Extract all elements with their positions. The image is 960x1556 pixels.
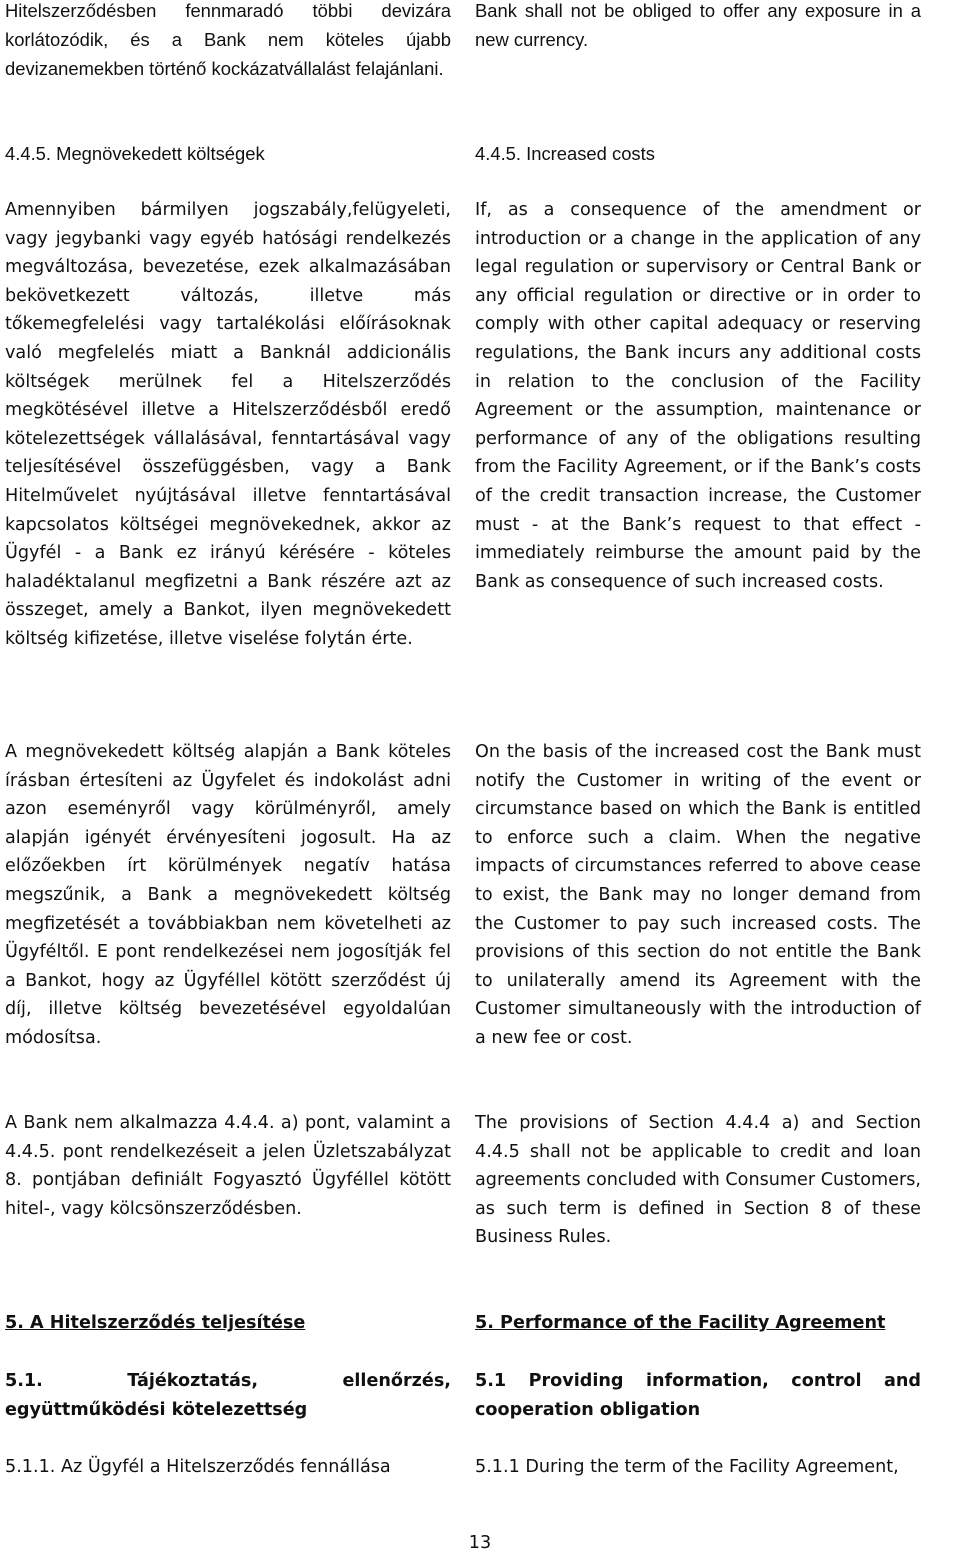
left-heading-445-text: 4.4.5. Megnövekedett költségek — [5, 143, 265, 164]
left-section-5-text: 5. A Hitelszerződés teljesítése — [5, 1313, 306, 1333]
right-section-5-text: 5. Performance of the Facility Agreement — [475, 1313, 886, 1333]
left-section-5-heading — [5, 1309, 451, 1338]
right-paragraph-1 — [475, 196, 921, 596]
right-paragraph-3-text: The provisions of Section 4.4.4 a) and Section 4.4.5 shall not be applicable to credit and loan agreements concluded with Consumer Customers, as such term is defined in Section 8 of these Business Rules. — [475, 1113, 921, 1248]
right-paragraph-3 — [475, 1109, 921, 1252]
left-paragraph-1 — [5, 196, 451, 654]
left-intro-text: Hitelszerződésben fennmaradó többi devizára korlátozódik, és a Bank nem köteles újabb devizanemekben történő kockázatvállalást felajánlani. — [5, 0, 451, 79]
right-section-5-1-text: 5.1 Providing information, control and cooperation obligation — [475, 1371, 921, 1420]
left-section-5-1-heading — [5, 1367, 451, 1424]
left-section-5-1-1 — [5, 1453, 451, 1482]
left-paragraph-1-text: Amennyiben bármilyen jogszabály,felügyeleti, vagy jegybanki vagy egyéb hatósági rendelkezés megváltozása, bevezetése, ezek alkalmazásában bekövetkezett változás, illetve más tőkemegfelelési vagy tartalékolási előírásoknak való megfelelés miatt a Banknál addicionális költségek merülnek fel a Hitelszerződés megkötésével illetve a Hitelszerződésből eredő kötelezettségek vállalásával, fenntartásával vagy teljesítésével összefüggésben, vagy a Bank Hitelművelet nyújtásával illetve fenntartásával kapcsolatos költségei megnövekednek, akkor az Ügyfél - a Bank ez irányú kérésére - köteles haladéktalanul megfizetni a Bank részére azt az összeget, amely a Bankot, ilyen megnövekedett költség kifizetése, illetve viselése folytán érte. — [5, 200, 451, 649]
right-section-5-heading — [475, 1309, 921, 1338]
left-section-5-1-text: 5.1. Tájékoztatás, ellenőrzés, együttműködési kötelezettség — [5, 1371, 451, 1420]
right-intro-paragraph — [475, 0, 921, 54]
right-paragraph-2-text: On the basis of the increased cost the Bank must notify the Customer in writing of the event or circumstance based on which the Bank is entitled to enforce such a claim. When the negative impacts of circumstances referred to above cease to exist, the Bank may no longer demand from the Customer to pay such increased costs. The provisions of this section do not entitle the Bank to unilaterally amend its Agreement with the Customer simultaneously with the introduction of a new fee or cost. — [475, 742, 921, 1048]
page-number: 13 — [468, 1533, 492, 1553]
right-section-5-1-1 — [475, 1453, 921, 1482]
right-heading-445 — [475, 139, 921, 168]
left-paragraph-3 — [5, 1109, 451, 1223]
right-section-5-1-heading — [475, 1367, 921, 1424]
right-paragraph-2 — [475, 738, 921, 1053]
right-paragraph-1-text: If, as a consequence of the amendment or introduction or a change in the application of any legal regulation or supervisory or Central Bank or any official regulation or directive or in order to comply with other capital adequacy or reserving regulations, the Bank incurs any additional costs in relation to the conclusion of the Facility Agreement or the assumption, maintenance or performance of any of the obligations resulting from the Facility Agreement, or if the Bank’s costs of the credit transaction increase, the Customer must - at the Bank’s request to that effect - immediately reimburse the amount paid by the Bank as consequence of such increased costs. — [475, 200, 921, 592]
left-intro-paragraph — [5, 0, 451, 83]
left-heading-445 — [5, 139, 451, 168]
right-heading-445-text: 4.4.5. Increased costs — [475, 143, 655, 164]
left-paragraph-2 — [5, 738, 451, 1053]
left-paragraph-2-text: A megnövekedett költség alapján a Bank köteles írásban értesíteni az Ügyfelet és indokolást adni azon eseményről vagy körülményről, amely alapján igényét érvényesíteni jogosult. Ha az előzőekben írt körülmények negatív hatása megszűnik, a Bank a megnövekedett költség megfizetését a továbbiakban nem követelheti az Ügyféltől. E pont rendelkezései nem jogosítják fel a Bankot, hogy az Ügyféllel kötött szerződést új díj, illetve költség bevezetésével egyoldalúan módosítsa. — [5, 742, 451, 1048]
left-section-5-1-1-text: 5.1.1. Az Ügyfél a Hitelszerződés fennállása — [5, 1457, 391, 1477]
right-intro-text: Bank shall not be obliged to offer any exposure in a new currency. — [475, 0, 921, 50]
left-paragraph-3-text: A Bank nem alkalmazza 4.4.4. a) pont, valamint a 4.4.5. pont rendelkezéseit a jelen Üzletszabályzat 8. pontjában definiált Fogyasztó Ügyféllel kötött hitel-, vagy kölcsönszerződésben. — [5, 1113, 451, 1219]
right-section-5-1-1-text: 5.1.1 During the term of the Facility Agreement, — [475, 1457, 899, 1477]
